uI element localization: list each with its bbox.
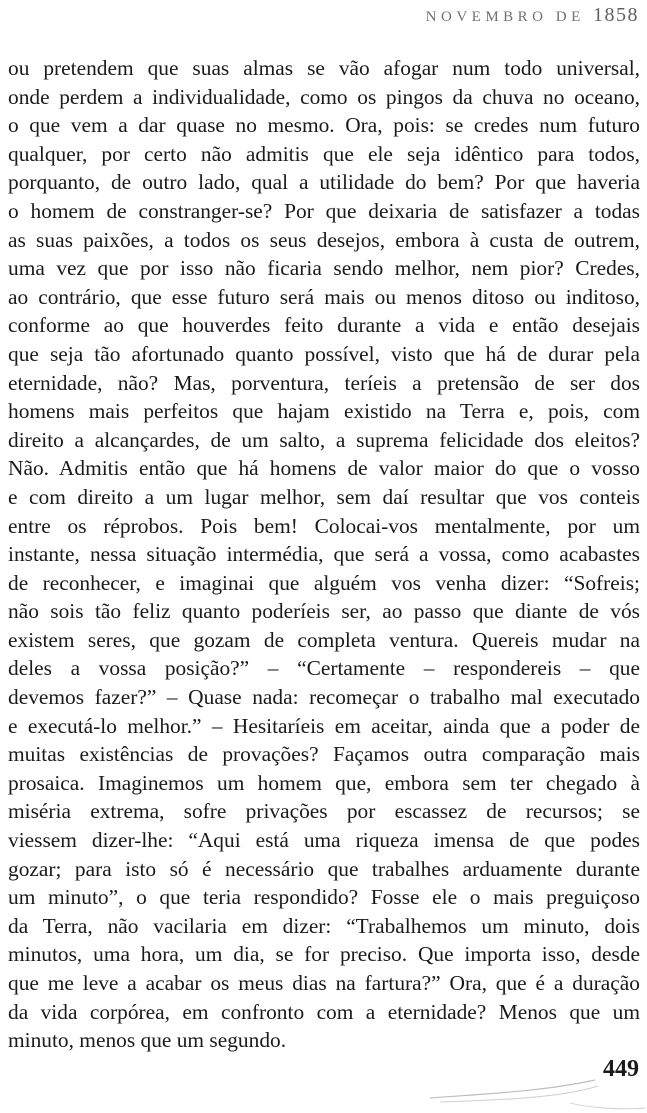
running-head: [426, 4, 639, 27]
running-head-year: 1858: [593, 4, 639, 26]
text-line: que seja tão afortunado quanto possível, visto que há de durar pela: [8, 341, 640, 366]
text-line: ao contrário, que esse futuro será mais ou menos ditoso ou inditoso,: [8, 284, 640, 309]
text-line: direito a alcançardes, de um salto, a suprema felicidade dos eleitos?: [8, 427, 640, 452]
text-line: ou pretendem que suas almas se vão afogar num todo universal,: [8, 56, 640, 80]
text-line: miséria extrema, sofre privações por escassez de recursos; se: [8, 799, 640, 824]
text-line: entre os réprobos. Pois bem! Colocai-vos mentalmente, por um: [8, 513, 640, 538]
text-line: deles a vossa posição?” – “Certamente – respondereis – que: [8, 656, 640, 681]
text-line: porquanto, de outro lado, qual a utilidade do bem? Por que haveria: [8, 170, 640, 195]
text-line: qualquer, por certo não admitis que ele seja idêntico para todos,: [8, 141, 640, 166]
text-line: existem seres, que gozam de completa ventura. Quereis mudar na: [8, 627, 640, 652]
text-line: instante, nessa situação intermédia, que será a vossa, como acabastes: [8, 542, 640, 567]
text-line: de reconhecer, e imaginai que alguém vos venha dizer: “Sofreis;: [8, 570, 640, 595]
text-line: não sois tão feliz quanto poderíeis ser, ao passo que diante de vós: [8, 599, 640, 624]
text-line: eternidade, não? Mas, porventura, teríeis a pretensão de ser dos: [8, 370, 640, 395]
text-line: o que vem a dar quase no mesmo. Ora, pois: se credes num futuro: [8, 113, 640, 138]
text-line: viessem dizer-lhe: “Aqui está uma riqueza imensa de que podes: [8, 828, 640, 853]
text-line: da Terra, não vacilaria em dizer: “Trabalhemos um minuto, dois: [8, 913, 640, 938]
page-number: 449: [603, 1056, 639, 1082]
text-line: as suas paixões, a todos os seus desejos, embora à custa de outrem,: [8, 227, 640, 252]
text-line: devemos fazer?” – Quase nada: recomeçar o trabalho mal executado: [8, 685, 640, 710]
text-line: conforme ao que houverdes feito durante a vida e então desejais: [8, 313, 640, 338]
text-line: onde perdem a individualidade, como os pingos da chuva no oceano,: [8, 84, 640, 109]
text-line: Não. Admitis então que há homens de valor maior do que o vosso: [8, 456, 640, 481]
text-line: muitas existências de provações? Façamos outra comparação mais: [8, 742, 640, 767]
text-line: minutos, uma hora, um dia, se for preciso. Que importa isso, desde: [8, 942, 640, 967]
text-line: homens mais perfeitos que hajam existido na Terra e, pois, com: [8, 399, 640, 424]
text-line: o homem de constranger-se? Por que deixaria de satisfazer a todas: [8, 198, 640, 223]
text-line: uma vez que por isso não ficaria sendo melhor, nem pior? Credes,: [8, 256, 640, 281]
running-head-month: NOVEMBRO DE: [425, 9, 585, 25]
body-paragraph: [8, 54, 640, 1055]
text-line: prosaica. Imaginemos um homem que, embora sem ter chegado à: [8, 770, 640, 795]
text-line: minuto, menos que um segundo.: [8, 1028, 287, 1053]
text-line: um minuto”, o que teria respondido? Fosse ele o mais preguiçoso: [8, 885, 640, 910]
text-line: e com direito a um lugar melhor, sem daí resultar que vos conteis: [8, 484, 640, 509]
text-line: que me leve a acabar os meus dias na fartura?” Ora, que é a duração: [8, 971, 640, 995]
text-line: e executá-lo melhor.” – Hesitaríeis em aceitar, ainda que a poder de: [8, 713, 640, 738]
text-line: gozar; para isto só é necessário que trabalhes arduamente durante: [8, 856, 640, 881]
text-line: da vida corpórea, em confronto com a eternidade? Menos que um: [8, 999, 640, 1024]
